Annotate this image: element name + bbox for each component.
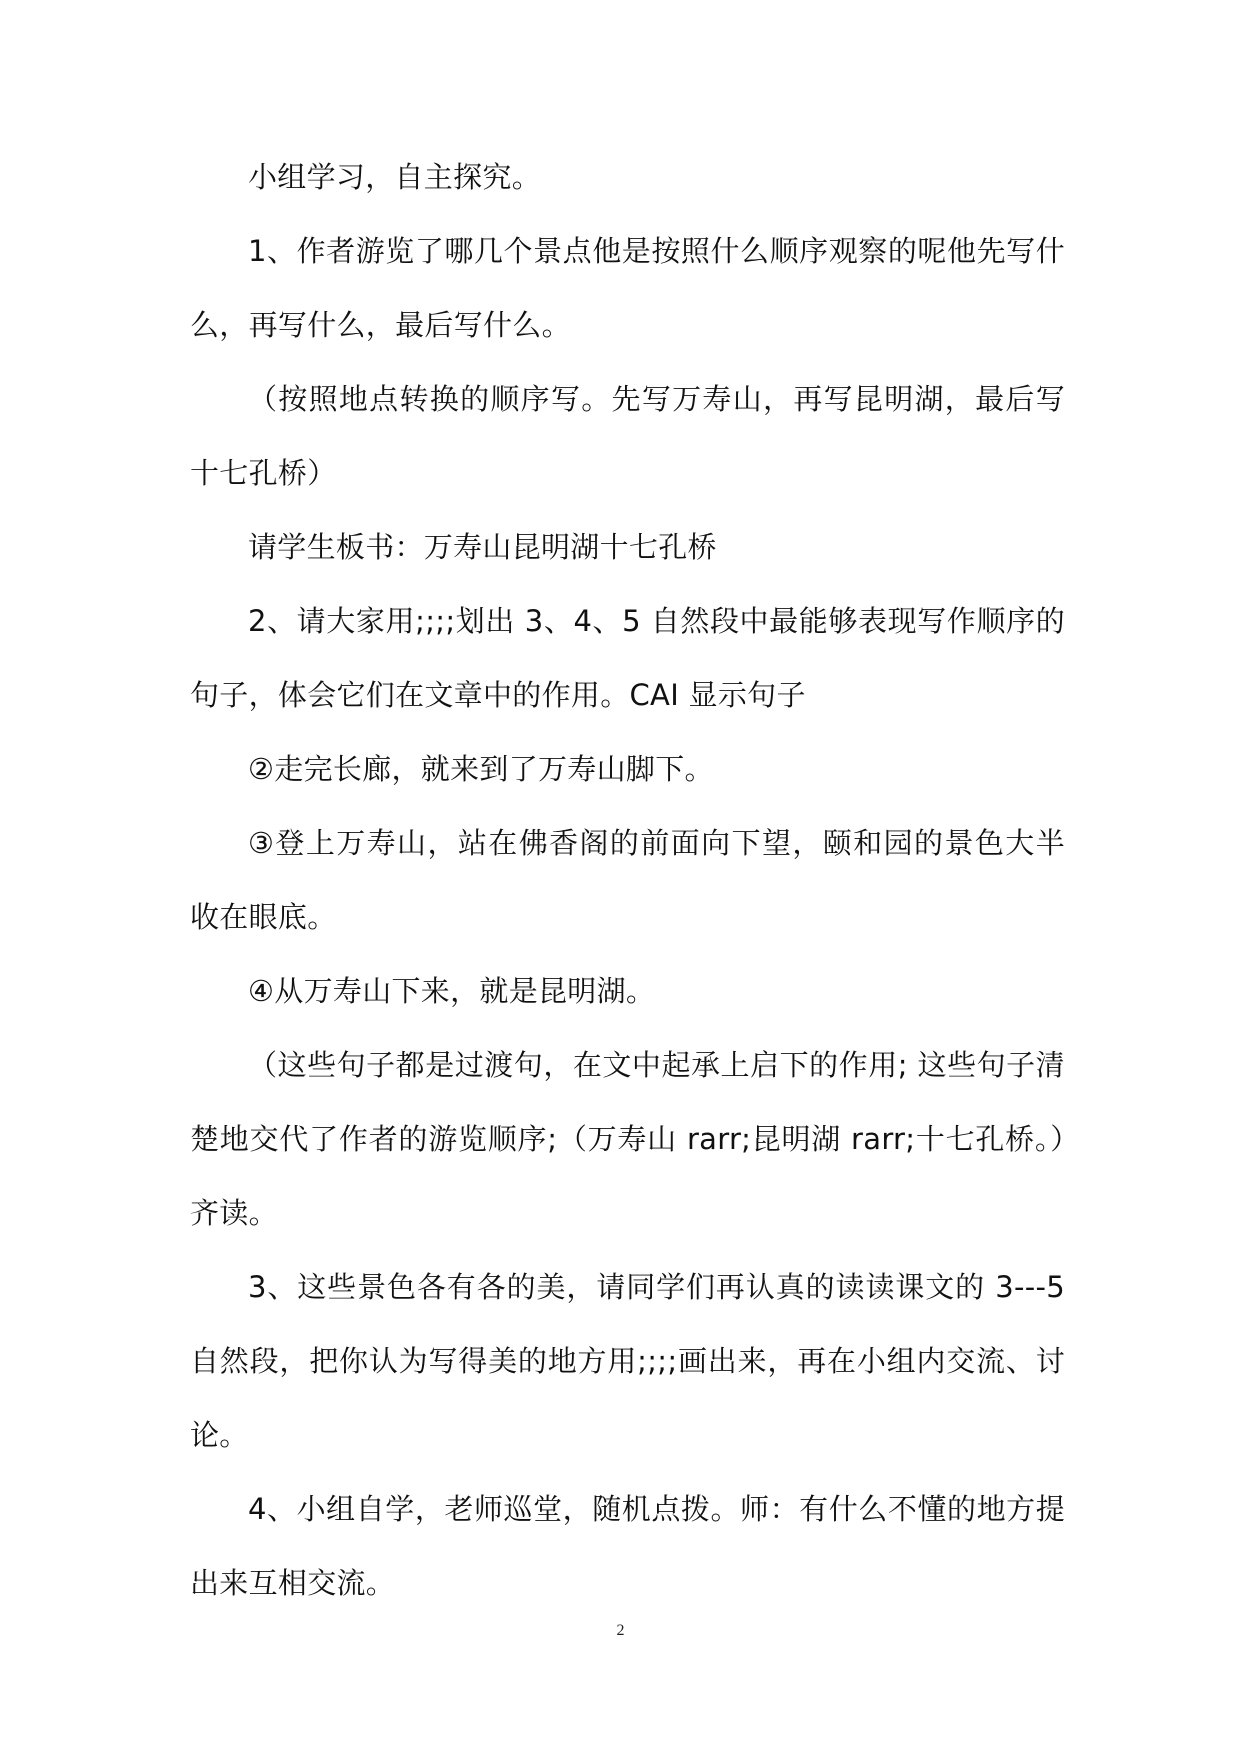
document-body — [190, 140, 1065, 1620]
paragraph-question-4: 4、小组自学，老师巡堂，随机点拨。师：有什么不懂的地方提出来互相交流。 — [190, 1492, 1065, 1600]
paragraph-sentence-2: ②走完长廊，就来到了万寿山脚下。 — [248, 752, 714, 786]
paragraph-sentence-3: ③登上万寿山，站在佛香阁的前面向下望，颐和园的景色大半收在眼底。 — [190, 826, 1065, 934]
page-number: 2 — [616, 1622, 625, 1639]
paragraph-intro: 小组学习，自主探究。 — [248, 160, 542, 194]
paragraph-question-1: 1、作者游览了哪几个景点他是按照什么顺序观察的呢他先写什么，再写什么，最后写什么。 — [190, 234, 1065, 342]
paragraph-question-3: 3、这些景色各有各的美，请同学们再认真的读读课文的 3---5 自然段，把你认为写得美的地方用;;;;画出来，再在小组内交流、讨论。 — [190, 1270, 1065, 1452]
paragraph-board-writing: 请学生板书：万寿山昆明湖十七孔桥 — [248, 530, 717, 564]
paragraph-sentence-4: ④从万寿山下来，就是昆明湖。 — [248, 974, 656, 1008]
paragraph-question-2: 2、请大家用;;;;划出 3、4、5 自然段中最能够表现写作顺序的句子，体会它们在文章中的作用。CAI 显示句子 — [190, 604, 1065, 712]
paragraph-answer-2: （这些句子都是过渡句，在文中起承上启下的作用; 这些句子清楚地交代了作者的游览顺序;（万寿山 rarr;昆明湖 rarr;十七孔桥。）齐读。 — [190, 1048, 1065, 1230]
paragraph-answer-1: （按照地点转换的顺序写。先写万寿山，再写昆明湖，最后写十七孔桥） — [190, 382, 1065, 490]
